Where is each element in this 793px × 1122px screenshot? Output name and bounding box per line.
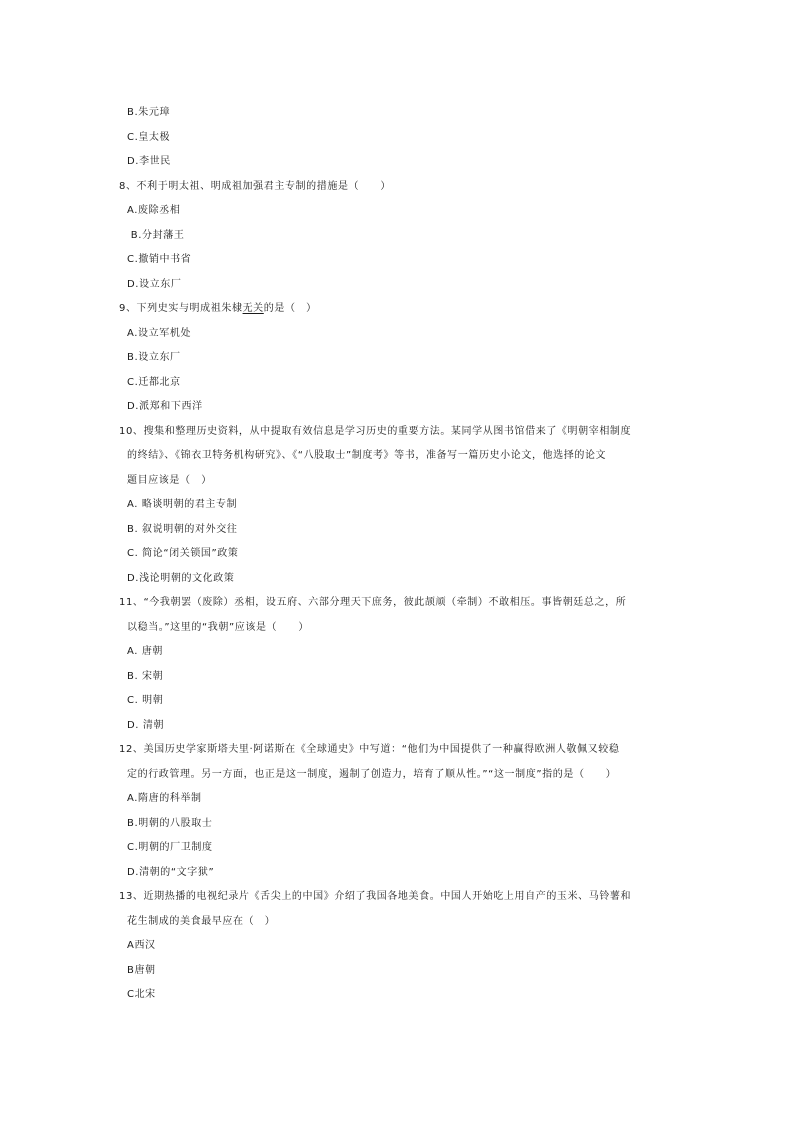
q10-option-b: B. 叙说明朝的对外交往 <box>127 524 238 535</box>
q13-option-a: A西汉 <box>127 940 156 951</box>
q9-option-b: B.设立东厂 <box>127 352 181 363</box>
q7-option-c: C.皇太极 <box>127 132 171 143</box>
q11-option-c: C. 明朝 <box>127 695 164 706</box>
q13-option-b: B唐朝 <box>127 965 156 976</box>
q12-option-a: A.隋唐的科举制 <box>127 793 202 804</box>
q9-stem-after: 的是（ ） <box>263 303 317 314</box>
q13-stem-line2: 花生制成的美食最早应在（ ） <box>127 916 276 927</box>
q8-option-d: D.设立东厂 <box>127 279 182 290</box>
q9-stem <box>119 302 317 316</box>
q12-option-d: D.清朝的“文字狱” <box>127 867 215 878</box>
q11-option-b: B. 宋朝 <box>127 671 164 682</box>
q10-stem-line1: 10、搜集和整理历史资料，从中提取有效信息是学习历史的重要方法。某同学从图书馆借来了《明朝宰相制度 <box>119 426 632 437</box>
q10-stem-line3: 题目应该是（ ） <box>127 475 212 486</box>
q8-option-c: C.撤销中书省 <box>127 254 192 265</box>
q13-option-c: C北宋 <box>127 989 156 1000</box>
q8-option-b: B.分封藩王 <box>127 230 185 241</box>
q8-option-a: A.废除丞相 <box>127 205 181 216</box>
q9-stem-underlined: 无关 <box>242 303 264 314</box>
q11-stem-line1: 11、“今我朝罢（废除）丞相，设五府、六部分理天下庶务，彼此颉颃（牵制）不敢相压。事皆朝廷总之，所 <box>119 597 627 608</box>
q9-stem-before: 9、下列史实与明成祖朱棣 <box>119 303 243 314</box>
q7-option-d: D.李世民 <box>127 156 171 167</box>
q10-option-d: D.浅论明朝的文化政策 <box>127 573 235 584</box>
q12-stem-line1: 12、美国历史学家斯塔夫里·阿诺斯在《全球通史》中写道：“他们为中国提供了一种赢得欧洲人敬佩又较稳 <box>119 744 620 755</box>
q9-option-c: C.迁都北京 <box>127 377 181 388</box>
q11-option-a: A. 唐朝 <box>127 646 164 657</box>
q7-option-b: B.朱元璋 <box>127 107 171 118</box>
q9-option-d: D.派郑和下西洋 <box>127 401 203 412</box>
q11-option-d: D. 清朝 <box>127 720 165 731</box>
q12-stem-line2: 定的行政管理。另一方面，也正是这一制度，遏制了创造力，培育了顺从性。”“这一制度”指的是（ ） <box>127 769 617 780</box>
q12-option-c: C.明朝的厂卫制度 <box>127 842 213 853</box>
q9-option-a: A.设立军机处 <box>127 328 192 339</box>
q8-stem: 8、不利于明太祖、明成祖加强君主专制的措施是（ ） <box>119 181 391 192</box>
q10-option-a: A. 略谈明朝的君主专制 <box>127 499 238 510</box>
q10-stem-line2: 的终结》、《锦衣卫特务机构研究》、《“八股取士”制度考》等书，准备写一篇历史小论文，他选择的论文 <box>127 450 607 461</box>
q13-stem-line1: 13、近期热播的电视纪录片《舌尖上的中国》介绍了我国各地美食。中国人开始吃上用自产的玉米、马铃薯和 <box>119 891 632 902</box>
q12-option-b: B.明朝的八股取士 <box>127 818 213 829</box>
q11-stem-line2: 以稳当。”这里的“我朝”应该是（ ） <box>127 622 309 633</box>
q10-option-c: C. 简论“闭关锁国”政策 <box>127 548 239 559</box>
